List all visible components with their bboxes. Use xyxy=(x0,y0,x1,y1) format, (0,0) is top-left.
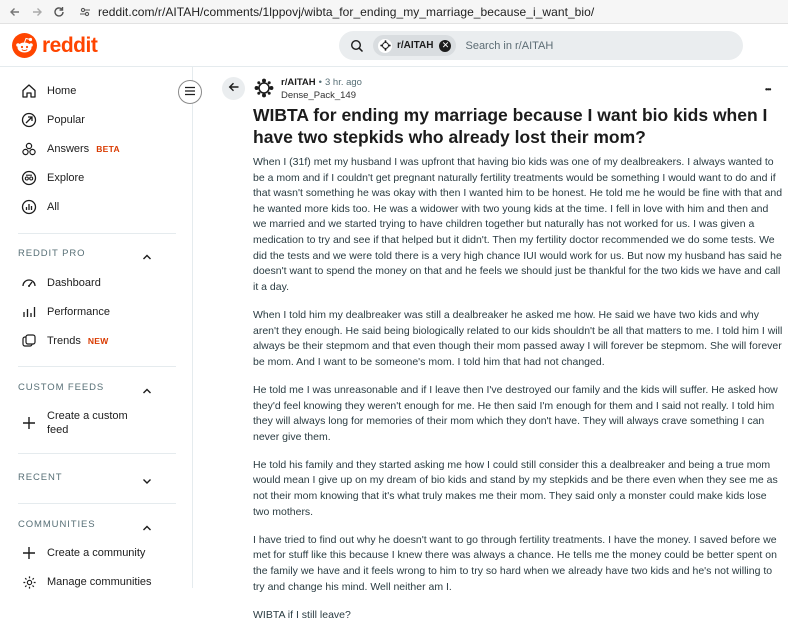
chevron-up-icon[interactable] xyxy=(142,383,152,393)
chevron-down-icon[interactable] xyxy=(142,473,152,483)
search-chip-label: r/AITAH xyxy=(397,40,434,51)
section-reddit-pro[interactable] xyxy=(18,248,152,259)
meta-separator: • xyxy=(318,77,322,88)
section-communities[interactable] xyxy=(18,519,152,530)
dashboard-icon xyxy=(20,274,38,292)
post-paragraph: He told me I was unreasonable and if I leave then I've destroyed our family and the kids will suffer. He asked how they'd feel knowing they weren't enough for me. He then said I'm enough for them and I said not really. I told him they will always long for memories of their mom which they don't have. They will always crave something I can never give them. xyxy=(253,383,778,443)
more-options-icon[interactable] xyxy=(765,80,770,95)
sidebar-toggle-button[interactable] xyxy=(178,80,202,104)
sidebar-item-performance[interactable] xyxy=(20,301,110,323)
left-sidebar xyxy=(0,67,193,588)
more-options-glyph: ••• xyxy=(765,85,771,94)
answers-icon xyxy=(20,140,38,158)
popular-icon xyxy=(20,111,38,129)
beta-badge: BETA xyxy=(96,144,120,154)
sidebar-item-label: Performance xyxy=(47,306,110,318)
trends-icon xyxy=(20,332,38,350)
section-label: RECENT xyxy=(18,472,63,483)
sidebar-item-trends[interactable] xyxy=(20,330,109,352)
post-timestamp: 3 hr. ago xyxy=(324,77,362,88)
browser-toolbar xyxy=(0,0,788,24)
address-bar[interactable] xyxy=(78,2,594,22)
post-body xyxy=(253,155,783,636)
gear-icon xyxy=(20,573,38,591)
sidebar-divider xyxy=(18,233,176,234)
create-custom-feed-button[interactable] xyxy=(20,408,128,438)
performance-icon xyxy=(20,303,38,321)
sidebar-item-label: Answers xyxy=(47,143,90,155)
section-label: REDDIT PRO xyxy=(18,248,86,259)
sidebar-divider xyxy=(18,503,176,504)
home-icon xyxy=(20,82,38,100)
plus-icon xyxy=(20,414,38,432)
plus-icon xyxy=(20,544,38,562)
hamburger-icon xyxy=(184,83,196,101)
search-icon xyxy=(350,39,364,53)
sidebar-item-explore[interactable] xyxy=(20,167,84,189)
section-recent[interactable] xyxy=(18,472,152,483)
manage-communities-button[interactable] xyxy=(20,571,152,593)
author-link[interactable]: Dense_Pack_149 xyxy=(281,90,356,101)
subreddit-avatar[interactable] xyxy=(254,78,274,98)
sidebar-item-all[interactable] xyxy=(20,196,59,218)
logo-wordmark: reddit xyxy=(42,33,98,57)
post-paragraph: I have tried to find out why he doesn't want to go through fertility treatments. I have the money. I saved before we met for stuff like this because I knew there was always a chance. He tells me the money could be better spent on the family we have and it feels wrong to him to try so hard when we already have two kids and he's not willing to try and change his mind. Well neither am I. xyxy=(253,533,777,593)
create-custom-feed-label xyxy=(47,409,128,437)
section-custom-feeds[interactable] xyxy=(18,382,152,393)
sidebar-divider xyxy=(18,453,176,454)
post-meta xyxy=(281,77,362,101)
all-icon xyxy=(20,198,38,216)
site-info-icon[interactable] xyxy=(78,5,92,19)
sidebar-item-label: Home xyxy=(47,85,77,97)
post-paragraph: WIBTA if I still leave? xyxy=(253,608,351,621)
subreddit-link[interactable]: r/AITAH xyxy=(281,77,316,88)
chevron-up-icon[interactable] xyxy=(142,520,152,530)
explore-icon xyxy=(20,169,38,187)
post-paragraph: He told his family and they started asking me how I could still consider this a dealbreaker and being a true mom would mean I give up on my dream of bio kids and stand by my stepkids and be there even when they see me as not their mom knowing that it's what truly makes me their mom. They said only a monster could make kids lose two mothers. xyxy=(253,458,778,518)
forward-arrow-icon[interactable] xyxy=(26,1,48,23)
close-icon[interactable]: ✕ xyxy=(439,40,451,52)
sidebar-item-answers[interactable] xyxy=(20,138,120,160)
reddit-logo[interactable] xyxy=(12,33,97,58)
sidebar-item-label: Trends xyxy=(47,335,81,347)
site-header xyxy=(0,24,788,67)
section-label: COMMUNITIES xyxy=(18,519,96,530)
create-feed-line-2: feed xyxy=(47,424,69,436)
create-community-button[interactable] xyxy=(20,542,145,564)
reload-icon[interactable] xyxy=(48,1,70,23)
url-text[interactable]: reddit.com/r/AITAH/comments/1lppovj/wibta_for_ending_my_marriage_because_i_want_bio/ xyxy=(98,4,595,19)
sidebar-item-label: All xyxy=(47,201,60,213)
snoo-icon xyxy=(12,33,37,58)
sidebar-item-popular[interactable] xyxy=(20,109,85,131)
subreddit-search-chip[interactable] xyxy=(373,35,456,56)
chevron-up-icon[interactable] xyxy=(142,249,152,259)
sidebar-item-dashboard[interactable] xyxy=(20,272,101,294)
sidebar-item-label: Create a community xyxy=(47,547,146,559)
search-input[interactable]: Search in r/AITAH xyxy=(465,39,554,52)
post-title: WIBTA for ending my marriage because I want bio kids when I have two stepkids who already lost their mom? xyxy=(253,105,768,147)
sidebar-divider xyxy=(18,366,176,367)
new-badge: NEW xyxy=(87,336,109,346)
post-paragraph: When I (31f) met my husband I was upfront that having bio kids was one of my dealbreakers. I always wanted to be a mom and if I couldn't get pregnant naturally fertility treatments would be something I would want to do and if that wasn't something he was okay with then I wanted him to be honest. He told me he would be fine with that and he wanted more kids too. He was a widower with two young kids at the time. I fell in love with him and then and we married and we started trying to have children together but naturally has not worked for us. I was given a medication to try and see if that helped but it didn't. Then my fertility doctor recommended we do some tests. We did the tests and we were told there is a very high chance IUI would work for us. But now my husband has said he doesn't want to spend the money on that and he feels we should just be thankful for the two kids we have and call it a day. xyxy=(253,156,783,293)
sidebar-item-label: Dashboard xyxy=(47,277,101,289)
sidebar-item-label: Manage communities xyxy=(47,576,152,588)
subreddit-icon xyxy=(378,39,392,53)
sidebar-item-home[interactable] xyxy=(20,80,76,102)
back-button[interactable] xyxy=(222,77,245,100)
sidebar-item-label: Popular xyxy=(47,114,85,126)
back-arrow-icon xyxy=(228,80,240,98)
sidebar-item-label: Explore xyxy=(47,172,85,184)
back-arrow-icon[interactable] xyxy=(4,1,26,23)
create-feed-line-1: Create a custom xyxy=(47,410,128,422)
section-label: CUSTOM FEEDS xyxy=(18,382,105,393)
search-bar[interactable] xyxy=(339,31,743,60)
post-paragraph: When I told him my dealbreaker was still a dealbreaker he asked me how. He said we have two kids and why aren't they enough. He said being biologically related to our kids shouldn't be all that matters to me. I told him I will always be their stepmom and that even though their mom passed away I will forever be stepmom. She will forever be mom. And I want to be someone's mom. I told him that had not changed. xyxy=(253,308,783,368)
